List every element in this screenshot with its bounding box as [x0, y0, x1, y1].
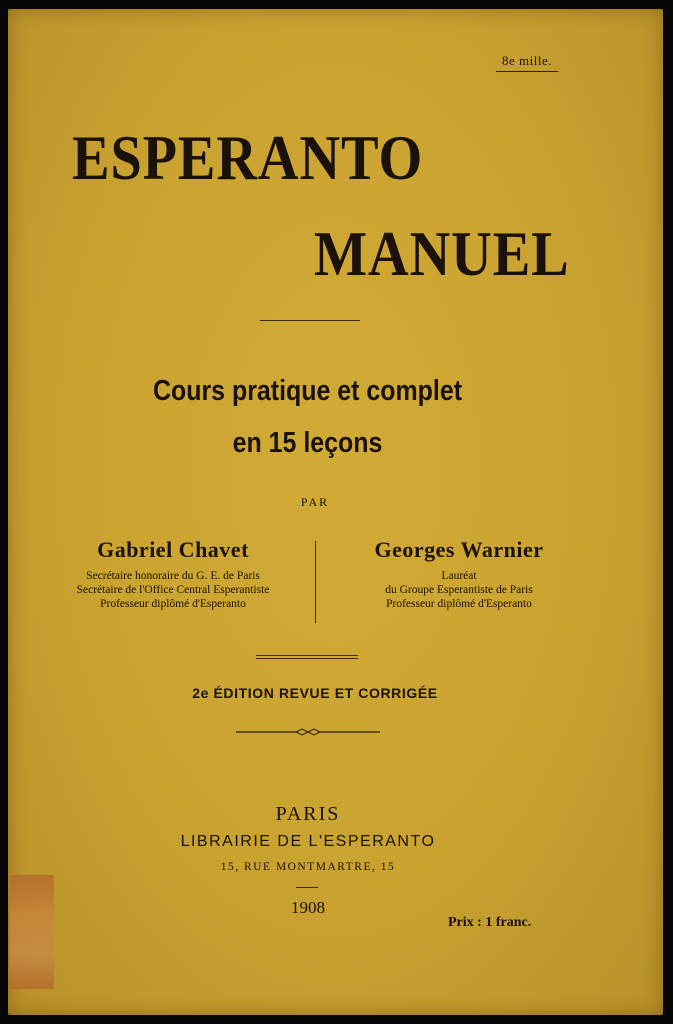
- edition-count: 8e mille.: [496, 53, 558, 72]
- author-name: Georges Warnier: [374, 537, 544, 562]
- publisher-name: LIBRAIRIE DE L'ESPERANTO: [180, 833, 436, 850]
- title-divider: [260, 320, 360, 321]
- par-label: PAR: [300, 495, 330, 509]
- author-credential: du Groupe Esperantiste de Paris: [385, 584, 533, 596]
- author-credential: Secrétaire honoraire du G. E. de Paris: [86, 570, 260, 582]
- double-rule-bottom: [256, 658, 358, 659]
- ornament-divider: [236, 727, 380, 737]
- publisher-address: 15, RUE MONTMARTRE, 15: [220, 861, 396, 873]
- author-credential: Professeur diplômé d'Esperanto: [100, 598, 246, 610]
- subtitle-line-2: en 15 leçons: [232, 427, 383, 459]
- subtitle-line-1: Cours pratique et complet: [152, 375, 463, 407]
- author-credential: Professeur diplômé d'Esperanto: [386, 598, 532, 610]
- publisher-city: PARIS: [275, 803, 341, 825]
- address-rule: [296, 887, 318, 888]
- library-tape: [10, 875, 54, 989]
- title-esperanto: ESPERANTO: [72, 122, 424, 193]
- double-rule-top: [256, 655, 358, 656]
- book-cover: [8, 9, 663, 1015]
- author-credential: Secrétaire de l'Office Central Esperantiste: [76, 584, 270, 596]
- title-manuel: MANUEL: [314, 218, 570, 289]
- authors-divider: [315, 541, 316, 623]
- edition-statement: 2e ÉDITION REVUE ET CORRIGÉE: [192, 685, 438, 701]
- author-credential: Lauréat: [441, 570, 477, 582]
- author-block-warnier: [324, 537, 594, 611]
- price-label: Prix : 1 franc.: [448, 915, 532, 930]
- author-name: Gabriel Chavet: [97, 537, 249, 562]
- publication-year: 1908: [291, 898, 325, 917]
- author-block-chavet: [38, 537, 308, 611]
